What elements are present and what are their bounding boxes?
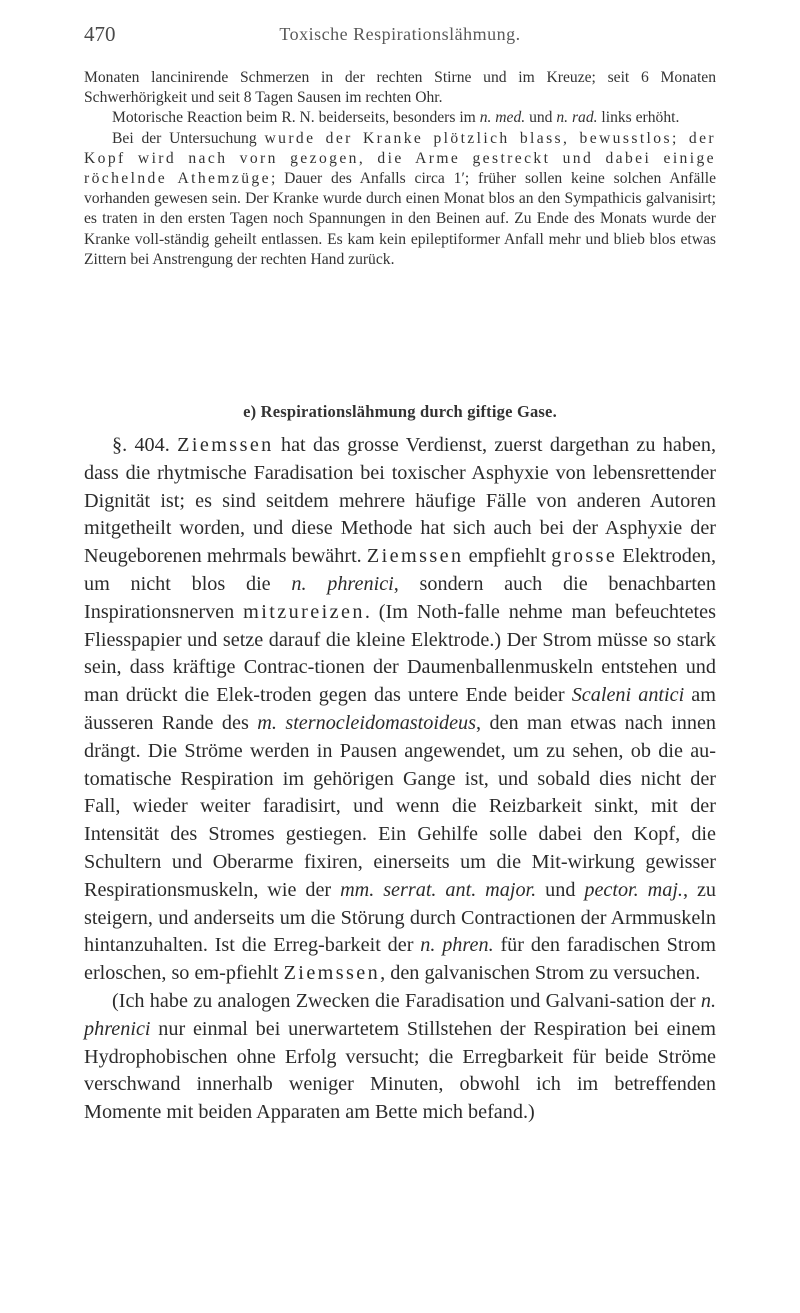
author-note-paragraph: (Ich habe zu analogen Zwecken die Faradisation und Galvani-sation der n. phrenici nur einmal bei unerwartetem Stillstehen der Respiration bei einem Hydrophobischen ohne Erfolg versucht; die Erregbarkeit für beide Ströme verschwand innerhalb weniger Minuten, obwohl ich im betreffenden Momente mit beiden Apparaten am Bette mich befand.) [84, 989, 716, 1124]
case-report [84, 68, 716, 270]
case-paragraph-2: Motorische Reaction beim R. N. beiderseits, besonders im n. med. und n. rad. links erhöht. [112, 109, 680, 127]
page-header [84, 22, 716, 46]
case-paragraph-1: Monaten lancinirende Schmerzen in der rechten Stirne und im Kreuze; seit 6 Monaten Schwerhörigkeit und seit 8 Tagen Sausen im rechten Ohr. [84, 69, 716, 107]
page-number: 470 [84, 22, 116, 46]
case-paragraph-3: Bei der Untersuchung wurde der Kranke plötzlich blass, bewusstlos; der Kopf wird nach vorn gezogen, die Arme gestreckt und dabei einige röchelnde Athemzüge; Dauer des Anfalls circa 1′; früher sollen keine solchen Anfälle vorhanden gewesen sein. Der Kranke wurde durch einen Monat blos an den Sympathicis galvanisirt; es traten in den ersten Tagen noch Spannungen in den Beinen auf. Zu Ende des Monats wurde der Kranke voll-ständig geheilt entlassen. Es kam kein epileptiformer Anfall mehr und blieb blos etwas Zittern bei Anstrengung der rechten Hand zurück. [84, 129, 716, 268]
main-paragraph [84, 432, 716, 1127]
section-heading: e) Respirationslähmung durch giftige Gase. [243, 402, 557, 421]
paragraph-404: §. 404. Ziemssen hat das grosse Verdienst, zuerst dargethan zu haben, dass die rhytmische Faradisation bei toxischer Asphyxie von lebensrettender Dignität ist; es sind seitdem mehrere häufige Fälle von anderen Autoren mitgetheilt worden, und diese Methode hat sich auch bei der Asphyxie der Neugeborenen mehrmals bewährt. Ziemssen empfiehlt grosse Elektroden, um nicht blos die n. phrenici, sondern auch die benachbarten Inspirationsnerven mitzureizen. (Im Noth-falle nehme man befeuchtetes Fliesspapier und setze darauf die kleine Elektrode.) Der Strom müsse so stark sein, dass kräftige Contrac-tionen der Daumenballenmuskeln entstehen und man drückt die Elek-troden gegen das untere Ende beider Scaleni antici am äusseren Rande des m. sternocleidomastoideus, den man etwas nach innen drängt. Die Ströme werden in Pausen angewendet, um zu sehen, ob die au-tomatische Respiration im gehörigen Gange ist, und sobald dies nicht der Fall, wieder weiter faradisirt, und wenn die Reizbarkeit sinkt, mit der Intensität des Stromes gestiegen. Ein Gehilfe solle dabei den Kopf, die Schultern und Oberarme fixiren, einerseits um die Mit-wirkung gewisser Respirationsmuskeln, wie der mm. serrat. ant. major. und pector. maj., zu steigern, und anderseits um die Störung durch Contractionen der Armmuskeln hintanzuhalten. Ist die Erreg-barkeit der n. phren. für den faradischen Strom erloschen, so em-pfiehlt Ziemssen, den galvanischen Strom zu versuchen. [84, 434, 717, 985]
running-title: Toxische Respirationslähmung. [279, 24, 521, 44]
